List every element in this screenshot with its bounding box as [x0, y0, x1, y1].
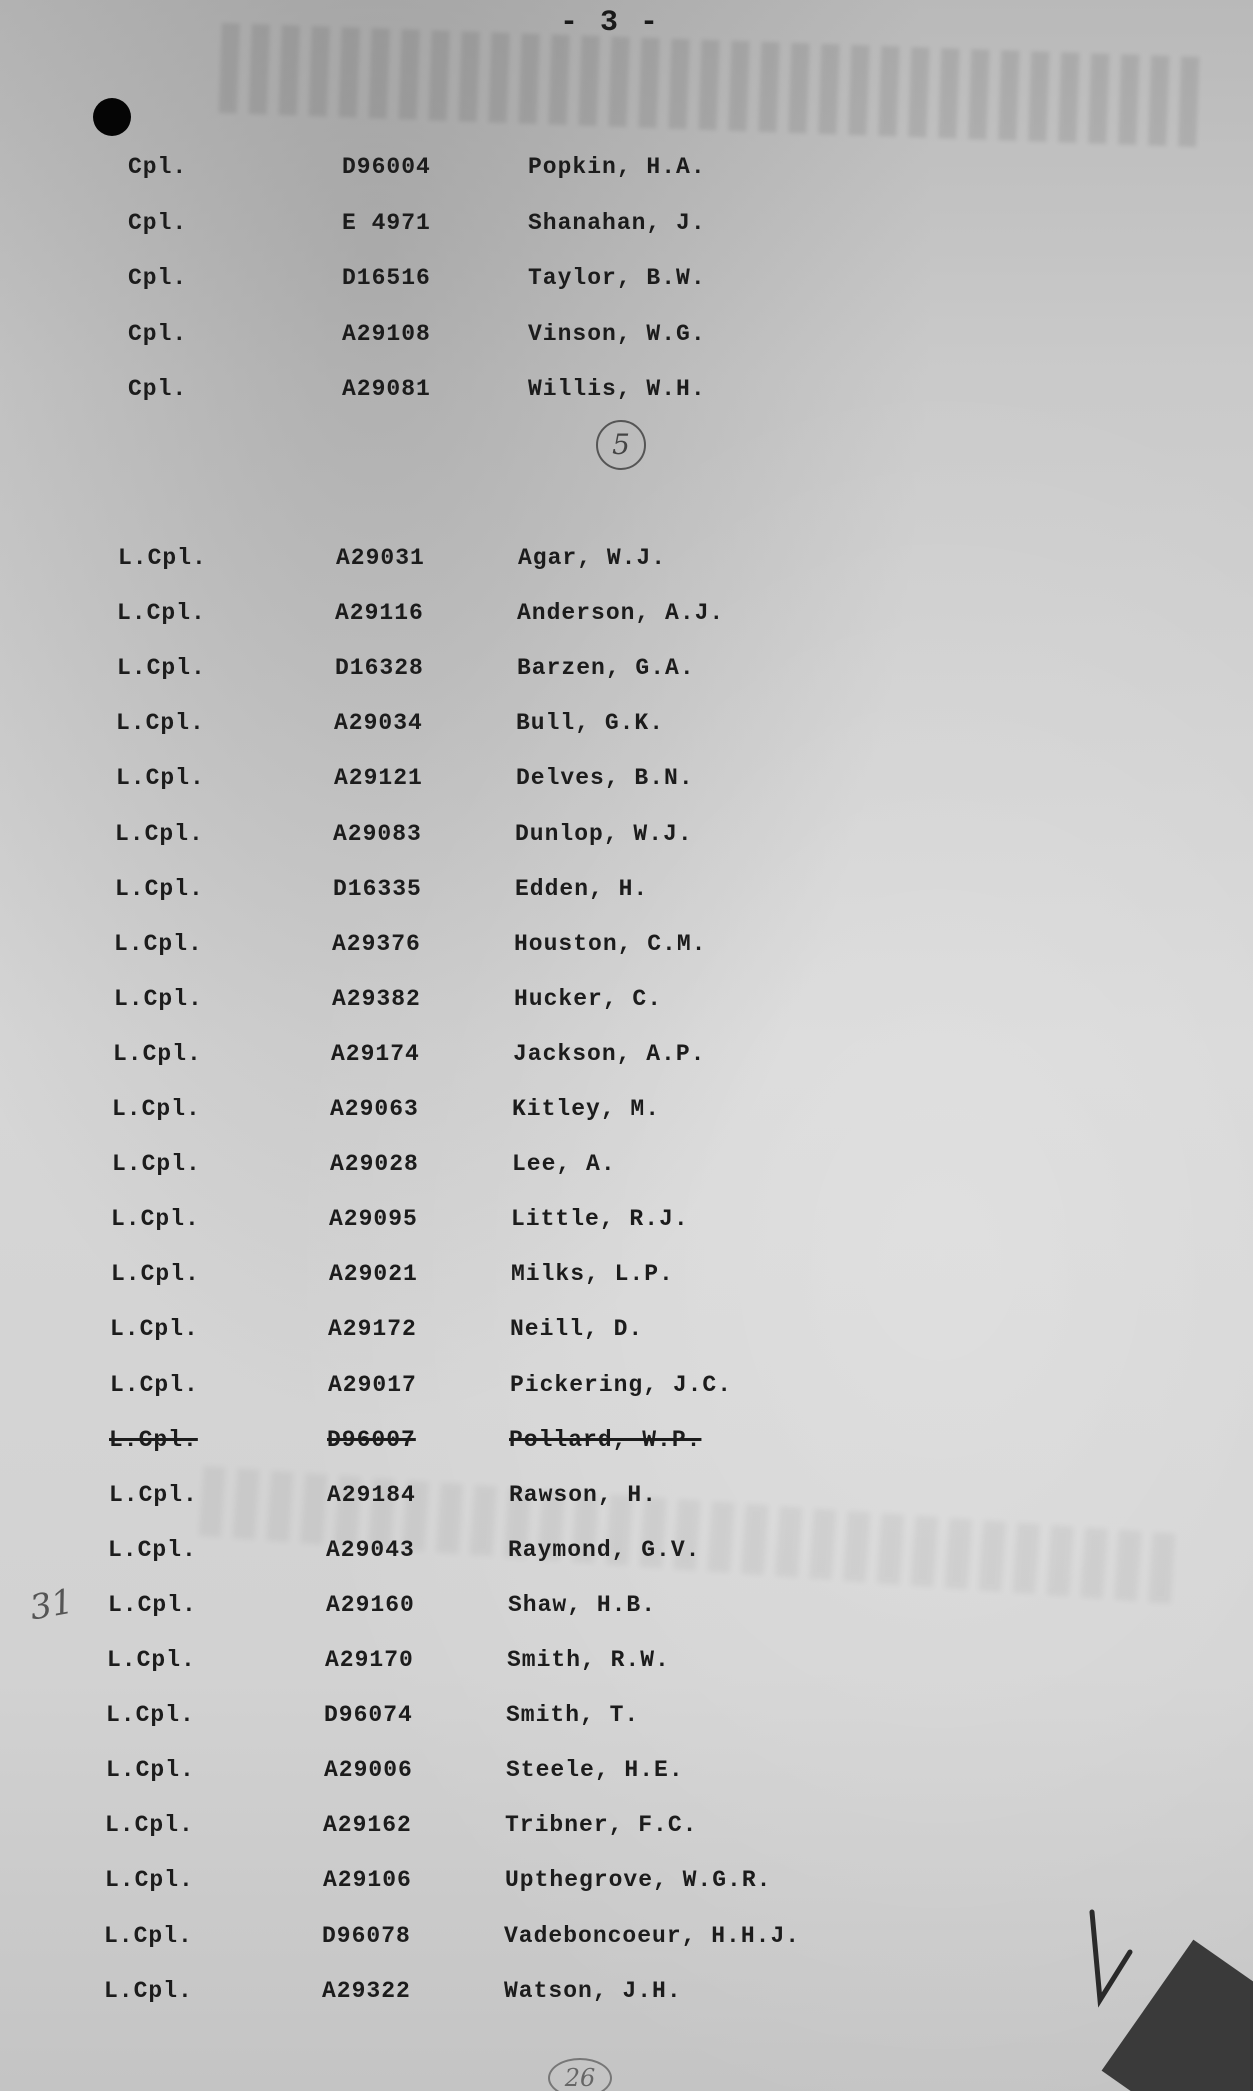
rank-cell: L.Cpl. [109, 1481, 198, 1508]
name-cell: Bull, G.K. [516, 710, 665, 737]
service-number-cell: D16328 [335, 655, 424, 682]
name-cell: Houston, C.M. [514, 930, 707, 957]
rank-cell: L.Cpl. [117, 655, 206, 682]
name-cell: Lee, A. [512, 1151, 616, 1178]
service-number-cell: A29162 [323, 1812, 412, 1839]
service-number-cell: A29382 [332, 985, 421, 1012]
service-number-cell: A29160 [326, 1591, 415, 1618]
name-cell: Pollard, W.P. [509, 1426, 702, 1453]
rank-cell: L.Cpl. [105, 1812, 194, 1839]
rank-cell: L.Cpl. [117, 600, 206, 627]
rank-cell: Cpl. [128, 320, 188, 347]
name-cell: Vinson, W.G. [528, 320, 706, 347]
name-cell: Watson, J.H. [504, 1977, 682, 2004]
rank-cell: L.Cpl. [110, 1316, 199, 1343]
rank-cell: L.Cpl. [104, 1922, 193, 1949]
name-cell: Smith, T. [506, 1702, 640, 1729]
service-number-cell: E 4971 [342, 209, 431, 236]
rank-cell: L.Cpl. [106, 1757, 195, 1784]
name-cell: Steele, H.E. [506, 1757, 684, 1784]
rank-cell: L.Cpl. [116, 765, 205, 792]
rank-cell: L.Cpl. [105, 1867, 194, 1894]
rank-cell: L.Cpl. [108, 1536, 197, 1563]
service-number-cell: A29034 [334, 710, 423, 737]
service-number-cell: A29081 [342, 376, 431, 402]
service-number-cell: A29043 [326, 1536, 415, 1563]
service-number-cell: D16516 [342, 265, 431, 291]
page-number: - 3 - [560, 6, 661, 40]
service-number-cell: A29172 [328, 1316, 417, 1343]
rank-cell: Cpl. [128, 209, 188, 236]
name-cell: Dunlop, W.J. [515, 820, 693, 847]
rank-cell: L.Cpl. [115, 875, 204, 902]
handwritten-circled-count: 5 [596, 420, 646, 470]
service-number-cell: A29031 [336, 545, 425, 571]
rank-cell: L.Cpl. [112, 1096, 201, 1122]
service-number-cell: A29322 [322, 1977, 411, 2004]
name-cell: Neill, D. [510, 1316, 644, 1343]
name-cell: Rawson, H. [509, 1481, 658, 1508]
rank-cell: L.Cpl. [113, 1040, 202, 1067]
name-cell: Willis, W.H. [528, 376, 706, 402]
name-cell: Taylor, B.W. [528, 265, 706, 291]
handwritten-bottom-mark: 26 [548, 2058, 612, 2091]
name-cell: Tribner, F.C. [505, 1812, 698, 1839]
service-number-cell: A29006 [324, 1757, 413, 1784]
punch-hole [93, 98, 131, 136]
rank-cell: L.Cpl. [118, 545, 207, 571]
name-cell: Hucker, C. [514, 985, 663, 1012]
name-cell: Little, R.J. [511, 1206, 689, 1233]
service-number-cell: D16335 [333, 875, 422, 902]
service-number-cell: A29063 [330, 1096, 419, 1122]
rank-cell: Cpl. [128, 265, 188, 291]
service-number-cell: A29184 [327, 1481, 416, 1508]
service-number-cell: A29170 [325, 1647, 414, 1673]
handwritten-margin-mark: 31 [26, 1581, 77, 1629]
rank-cell: L.Cpl. [111, 1206, 200, 1233]
service-number-cell: D96078 [322, 1922, 411, 1949]
service-number-cell: D96074 [324, 1702, 413, 1729]
service-number-cell: A29108 [342, 320, 431, 347]
name-cell: Smith, R.W. [507, 1647, 670, 1673]
pen-check-mark [1080, 1900, 1140, 2010]
service-number-cell: A29106 [323, 1867, 412, 1894]
name-cell: Jackson, A.P. [513, 1040, 706, 1067]
rank-cell: L.Cpl. [114, 985, 203, 1012]
service-number-cell: D96004 [342, 154, 431, 180]
name-cell: Milks, L.P. [511, 1261, 674, 1288]
name-cell: Kitley, M. [512, 1096, 661, 1122]
name-cell: Pickering, J.C. [510, 1371, 733, 1398]
service-number-cell: A29083 [333, 820, 422, 847]
name-cell: Edden, H. [515, 875, 649, 902]
name-cell: Agar, W.J. [518, 545, 667, 571]
bleed-through-text [219, 23, 1202, 147]
rank-cell: Cpl. [128, 376, 188, 402]
rank-cell: L.Cpl. [114, 930, 203, 957]
name-cell: Anderson, A.J. [517, 600, 725, 627]
name-cell: Vadeboncoeur, H.H.J. [504, 1922, 801, 1949]
name-cell: Delves, B.N. [516, 765, 694, 792]
name-cell: Barzen, G.A. [517, 655, 695, 682]
rank-cell: L.Cpl. [106, 1702, 195, 1729]
name-cell: Shanahan, J. [528, 209, 706, 236]
service-number-cell: A29174 [331, 1040, 420, 1067]
service-number-cell: A29028 [330, 1151, 419, 1178]
rank-cell: L.Cpl. [111, 1261, 200, 1288]
service-number-cell: A29021 [329, 1261, 418, 1288]
rank-cell: L.Cpl. [112, 1151, 201, 1178]
service-number-cell: A29095 [329, 1206, 418, 1233]
rank-cell: L.Cpl. [110, 1371, 199, 1398]
service-number-cell: A29376 [332, 930, 421, 957]
service-number-cell: A29116 [335, 600, 424, 627]
rank-cell: L.Cpl. [115, 820, 204, 847]
service-number-cell: A29017 [328, 1371, 417, 1398]
name-cell: Popkin, H.A. [528, 154, 706, 180]
rank-cell: L.Cpl. [116, 710, 205, 737]
rank-cell: L.Cpl. [108, 1591, 197, 1618]
rank-cell: L.Cpl. [104, 1977, 193, 2004]
rank-cell: L.Cpl. [109, 1426, 198, 1453]
service-number-cell: A29121 [334, 765, 423, 792]
service-number-cell: D96007 [327, 1426, 416, 1453]
rank-cell: Cpl. [128, 154, 188, 180]
name-cell: Raymond, G.V. [508, 1536, 701, 1563]
name-cell: Upthegrove, W.G.R. [505, 1867, 772, 1894]
name-cell: Shaw, H.B. [508, 1591, 657, 1618]
rank-cell: L.Cpl. [107, 1647, 196, 1673]
